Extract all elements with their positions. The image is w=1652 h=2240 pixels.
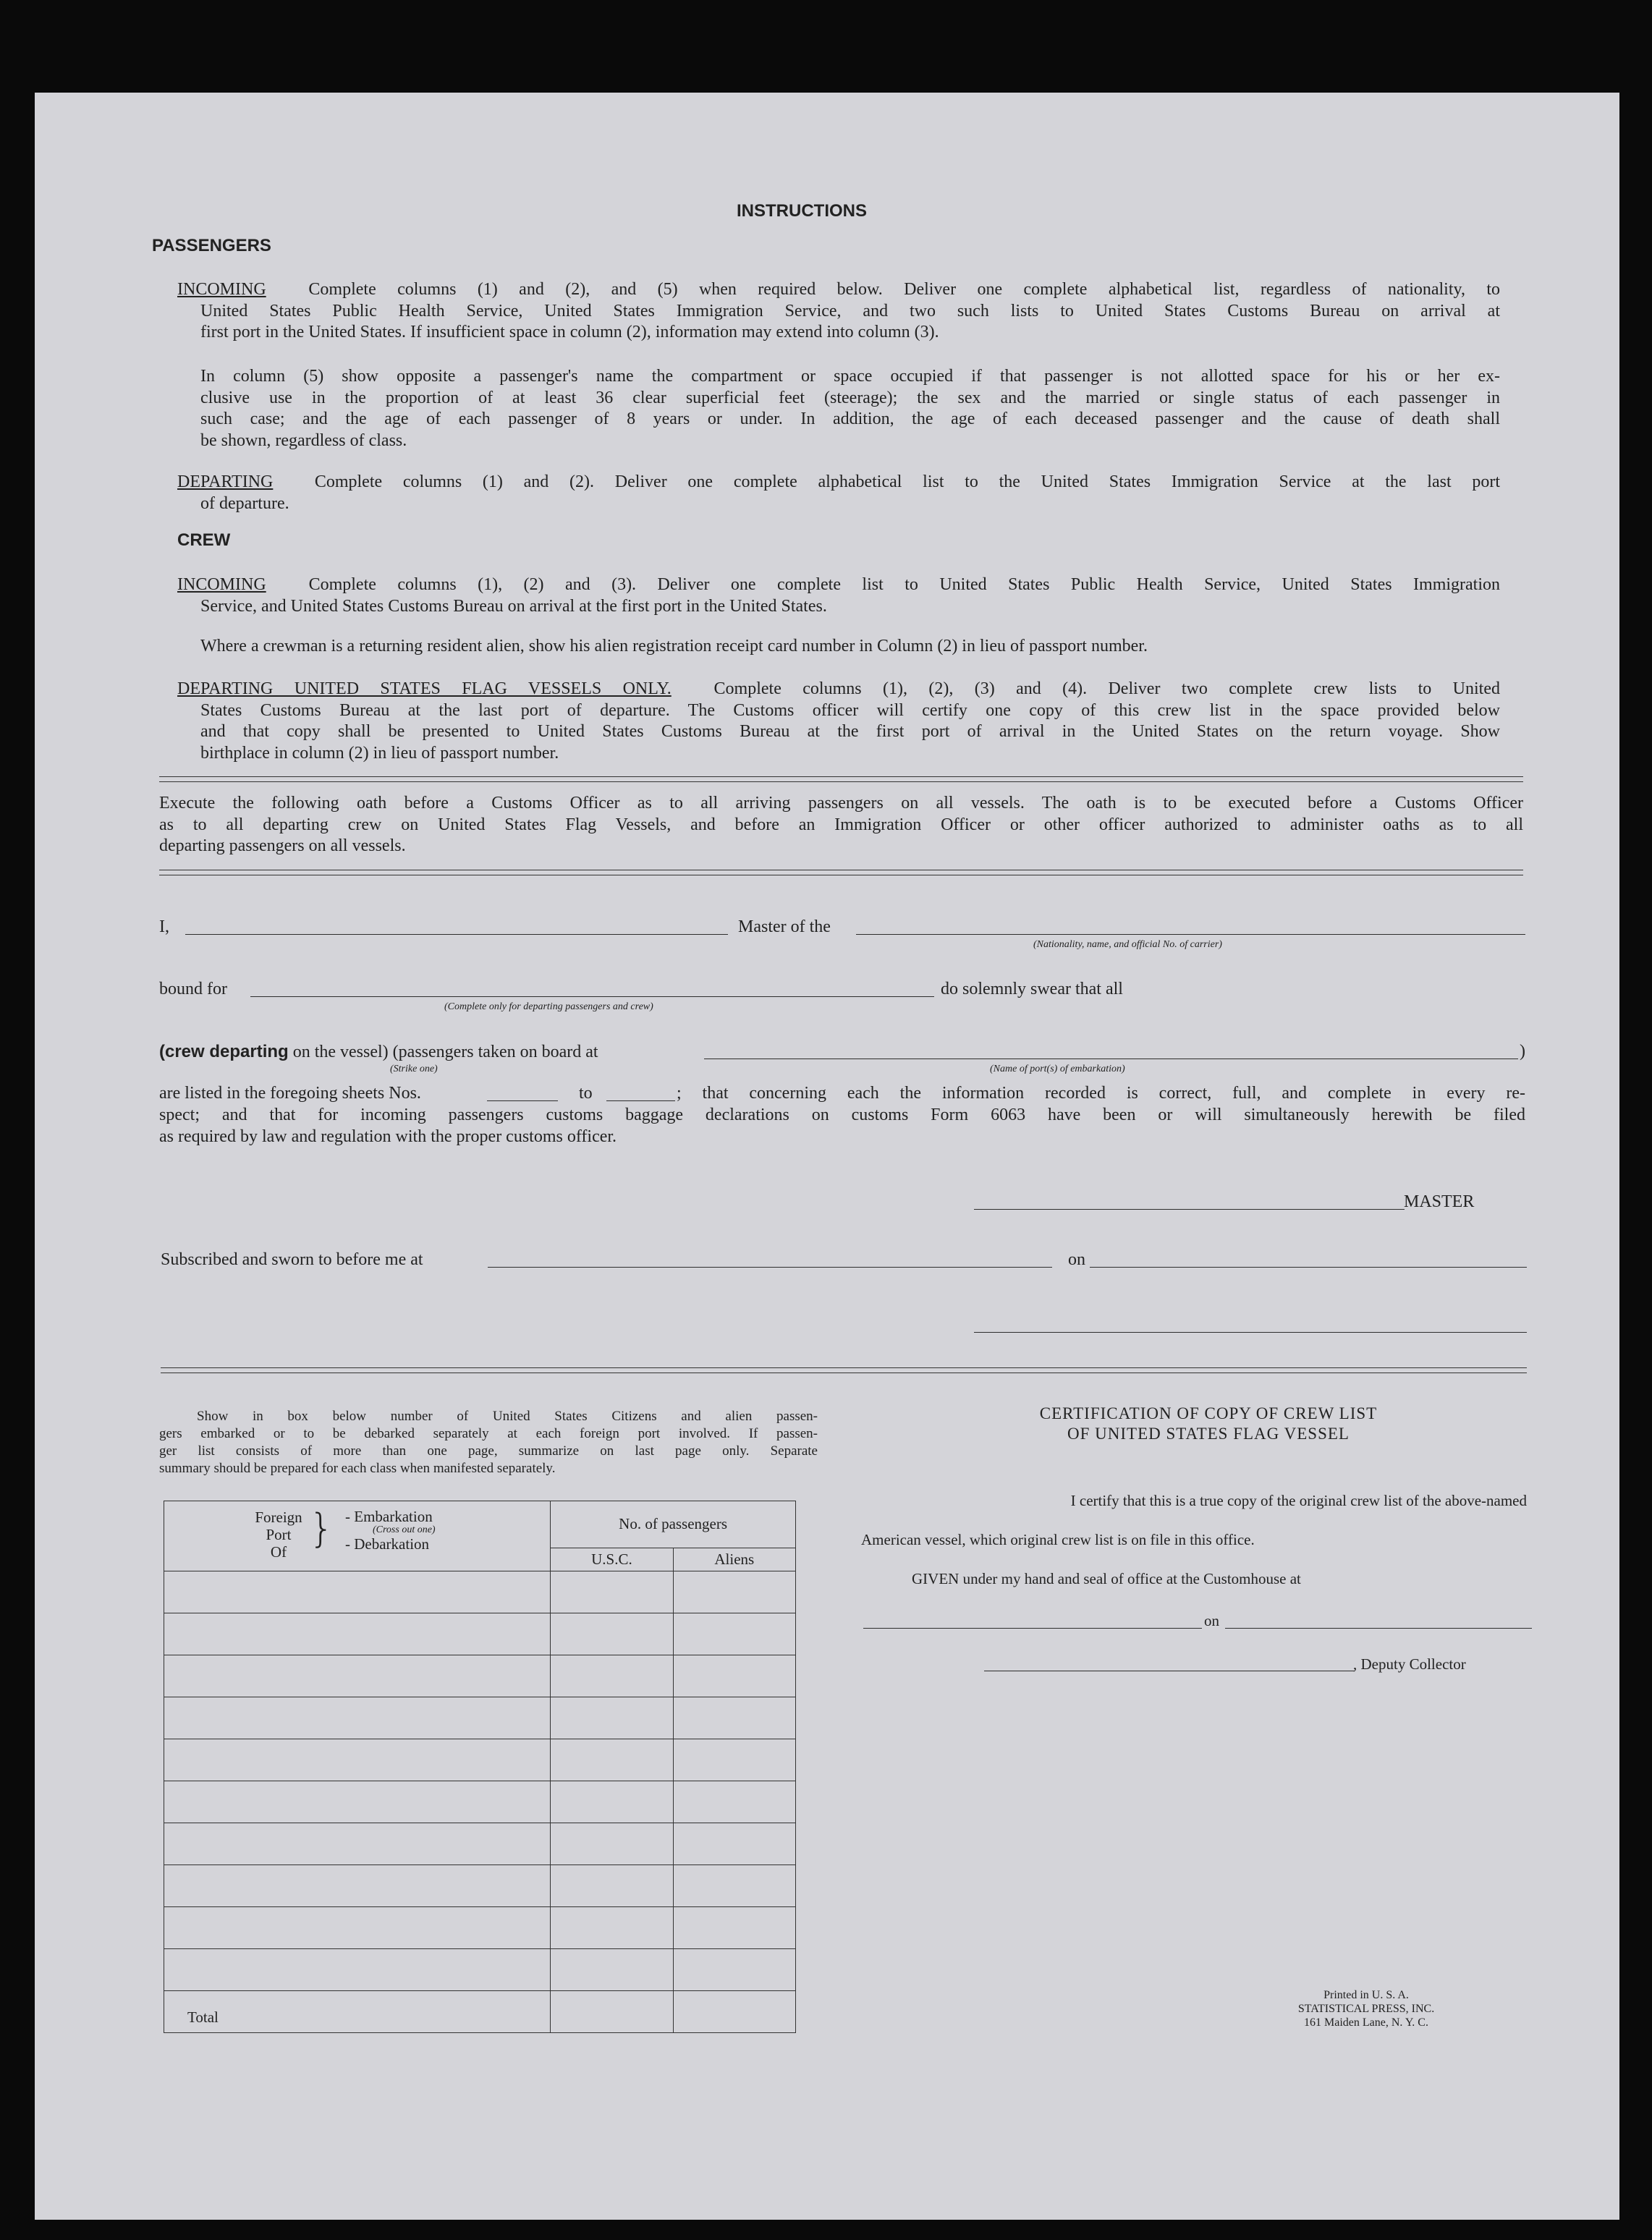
summary-row <box>164 1865 796 1907</box>
aliens-cell[interactable] <box>673 1739 795 1781</box>
debarkation-option[interactable]: - Debarkation <box>345 1535 430 1553</box>
crew-incoming-paragraph: INCOMING Complete columns (1), (2) and (3). Deliver one complete list to United States Public Health Service, United States Immigration Service, and United States Customs Bureau on arrival at the first port in the United States. <box>177 575 1501 616</box>
printer-imprint: Printed in U. S. A. STATISTICAL PRESS, INC. 161 Maiden Lane, N. Y. C. <box>1297 1989 1435 2029</box>
master-of-the-label: Master of the <box>738 917 831 936</box>
usc-cell[interactable] <box>551 1865 673 1907</box>
flag-vessels-label: DEPARTING UNITED STATES FLAG VESSELS ONLY. <box>177 679 672 698</box>
complete-only-caption: (Complete only for departing passengers and crew) <box>444 1001 653 1012</box>
port-cell[interactable] <box>164 1655 551 1697</box>
crew-heading: CREW <box>177 530 231 550</box>
total-usc-cell[interactable] <box>551 1991 673 2033</box>
cert-on-label: on <box>1204 1612 1219 1629</box>
usc-header: U.S.C. <box>551 1548 673 1571</box>
usc-cell[interactable] <box>551 1571 673 1613</box>
summary-row <box>164 1949 796 1991</box>
oath-continuation: spect; and that for incoming passengers customs baggage declarations on customs Form 6063 have been or will simultaneously herewith be filed as required by law and regulation with the proper customs officer. <box>159 1106 1525 1146</box>
deputy-collector-label: , Deputy Collector <box>1353 1655 1466 1673</box>
form-sheet <box>35 93 1619 2220</box>
summary-row <box>164 1697 796 1739</box>
sheet-to-label: to <box>579 1084 593 1103</box>
summary-row <box>164 1823 796 1865</box>
port-cell[interactable] <box>164 1949 551 1991</box>
sworn-date-field[interactable] <box>1090 1267 1527 1268</box>
port-cell[interactable] <box>164 1865 551 1907</box>
cross-out-caption: (Cross out one) <box>373 1524 436 1535</box>
total-aliens-cell[interactable] <box>673 1991 795 2033</box>
cert-date-field[interactable] <box>1225 1628 1532 1629</box>
foreign-label: Foreign <box>255 1509 302 1526</box>
flag-vessels-paragraph: DEPARTING UNITED STATES FLAG VESSELS ONLY. Complete columns (1), (2), (3) and (4). Deliver two complete crew lists to United States Customs Bureau at the last port of departure. The Customs officer will certify one copy of this crew list in the space provided below and that copy shall be presented to United States Customs Bureau at the first port of arrival in the United States on the return voyage. Show birthplace in column (2) in lieu of passport number. <box>177 679 1501 763</box>
bound-for-field[interactable] <box>250 996 934 997</box>
port-caption: (Name of port(s) of embarkation) <box>990 1064 1125 1074</box>
certify-line-2: American vessel, which original crew list is on file in this office. <box>861 1531 1255 1548</box>
bound-for-label: bound for <box>159 980 227 998</box>
aliens-cell[interactable] <box>673 1823 795 1865</box>
sworn-place-field[interactable] <box>488 1267 1052 1268</box>
usc-cell[interactable] <box>551 1613 673 1655</box>
master-name-field[interactable] <box>185 934 728 935</box>
close-paren: ) <box>1520 1042 1525 1061</box>
usc-cell[interactable] <box>551 1655 673 1697</box>
usc-cell[interactable] <box>551 1949 673 1991</box>
solemnly-swear-text: do solemnly swear that all <box>941 980 1123 998</box>
listed-text: ; that concerning each the information recorded is correct, full, and complete in every re- <box>677 1084 1525 1103</box>
sheet-to-field[interactable] <box>606 1100 675 1101</box>
port-cell[interactable] <box>164 1739 551 1781</box>
passengers-heading: PASSENGERS <box>152 236 271 255</box>
aliens-cell[interactable] <box>673 1697 795 1739</box>
port-cell[interactable] <box>164 1781 551 1823</box>
summary-row <box>164 1907 796 1949</box>
aliens-cell[interactable] <box>673 1571 795 1613</box>
aliens-cell[interactable] <box>673 1781 795 1823</box>
strike-one-caption: (Strike one) <box>390 1064 438 1074</box>
aliens-header: Aliens <box>673 1548 795 1571</box>
oath-i: I, <box>159 917 169 936</box>
port-label: Port <box>266 1526 292 1543</box>
no-of-passengers-header: No. of passengers <box>551 1501 796 1548</box>
column5-paragraph: In column (5) show opposite a passenger's name the compartment or space occupied if that passenger is not allotted space for his or her ex- clusive use in the proportion of at least 36 clear superficial feet (steerage); the sex and the married or single status of each passenger in such case; and the age of each passenger of 8 years or under. In addition, the age of each deceased passenger and the cause of death shall be shown, regardless of class. <box>200 367 1500 450</box>
usc-cell[interactable] <box>551 1823 673 1865</box>
master-label: MASTER <box>1404 1192 1475 1211</box>
certification-title: CERTIFICATION OF COPY OF CREW LIST OF UNITED STATES FLAG VESSEL <box>1039 1404 1378 1443</box>
double-divider <box>159 870 1523 875</box>
port-cell[interactable] <box>164 1907 551 1949</box>
carrier-field[interactable] <box>856 934 1525 935</box>
crewman-note: Where a crewman is a returning resident alien, show his alien registration receipt card number in Column (2) in lieu of passport number. <box>200 637 1148 656</box>
summary-row <box>164 1571 796 1613</box>
of-label: Of <box>270 1543 287 1561</box>
sworn-on-label: on <box>1068 1250 1085 1269</box>
port-cell[interactable] <box>164 1697 551 1739</box>
passengers-departing-paragraph: DEPARTING Complete columns (1) and (2). Deliver one complete alphabetical list to the United States Immigration Service at the last port of departure. <box>177 472 1501 513</box>
sheet-from-field[interactable] <box>487 1100 558 1101</box>
summary-row <box>164 1781 796 1823</box>
crew-incoming-label: INCOMING <box>177 575 266 594</box>
listed-sheets-label: are listed in the foregoing sheets Nos. <box>159 1084 421 1103</box>
port-header-cell <box>164 1501 551 1571</box>
aliens-cell[interactable] <box>673 1907 795 1949</box>
passengers-departing-label: DEPARTING <box>177 472 274 491</box>
usc-cell[interactable] <box>551 1781 673 1823</box>
aliens-cell[interactable] <box>673 1949 795 1991</box>
port-cell[interactable] <box>164 1571 551 1613</box>
master-signature-field[interactable] <box>974 1209 1405 1210</box>
passenger-summary-table <box>164 1501 796 2033</box>
aliens-cell[interactable] <box>673 1865 795 1907</box>
port-cell[interactable] <box>164 1613 551 1655</box>
subscribed-label: Subscribed and sworn to before me at <box>161 1250 423 1269</box>
certify-line-1: I certify that this is a true copy of the original crew list of the above-named <box>1070 1492 1527 1509</box>
officer-signature-field[interactable] <box>974 1332 1527 1333</box>
passengers-incoming-paragraph: INCOMING Complete columns (1) and (2), and (5) when required below. Deliver one complete alphabetical list, regardless of nationality, to United States Public Health Service, United States Immigration Service, and two such lists to United States Customs Bureau on arrival at first port in the United States. If insufficient space in column (2), information may extend into column (3). <box>177 280 1500 341</box>
double-divider <box>159 776 1523 782</box>
customhouse-field[interactable] <box>863 1628 1202 1629</box>
passengers-incoming-label: INCOMING <box>177 280 266 299</box>
summary-instructions: Show in box below number of United States Citizens and alien passen- gers embarked or to be debarked separately at each foreign port involved. If passen- ger list consists of more than one page, summarize on last page only. Separate summary should be prepared for each class when manifested separately. <box>159 1409 818 1476</box>
summary-row <box>164 1739 796 1781</box>
port-cell[interactable] <box>164 1823 551 1865</box>
oath-instructions: Execute the following oath before a Customs Officer as to all arriving passengers on all vessels. The oath is to be executed before a Customs Officer as to all departing crew on United States Flag Vessels, and before an Immigration Officer or other officer authorized to administer oaths as to all departing passengers on all vessels. <box>159 794 1523 855</box>
usc-cell[interactable] <box>551 1907 673 1949</box>
embarkation-option[interactable]: - Embarkation <box>345 1508 433 1525</box>
summary-row <box>164 1655 796 1697</box>
instructions-title: INSTRUCTIONS <box>737 201 867 221</box>
aliens-cell[interactable] <box>673 1613 795 1655</box>
summary-row <box>164 1613 796 1655</box>
given-line: GIVEN under my hand and seal of office at the Customhouse at <box>912 1570 1301 1587</box>
double-divider <box>161 1367 1527 1373</box>
nationality-caption: (Nationality, name, and official No. of carrier) <box>1033 939 1222 950</box>
total-label: Total <box>164 1991 551 2033</box>
crew-departing-option: (crew departing on the vessel) (passengers taken on board at <box>159 1042 598 1061</box>
usc-cell[interactable] <box>551 1739 673 1781</box>
aliens-cell[interactable] <box>673 1655 795 1697</box>
brace-icon: } <box>309 1506 334 1551</box>
usc-cell[interactable] <box>551 1697 673 1739</box>
